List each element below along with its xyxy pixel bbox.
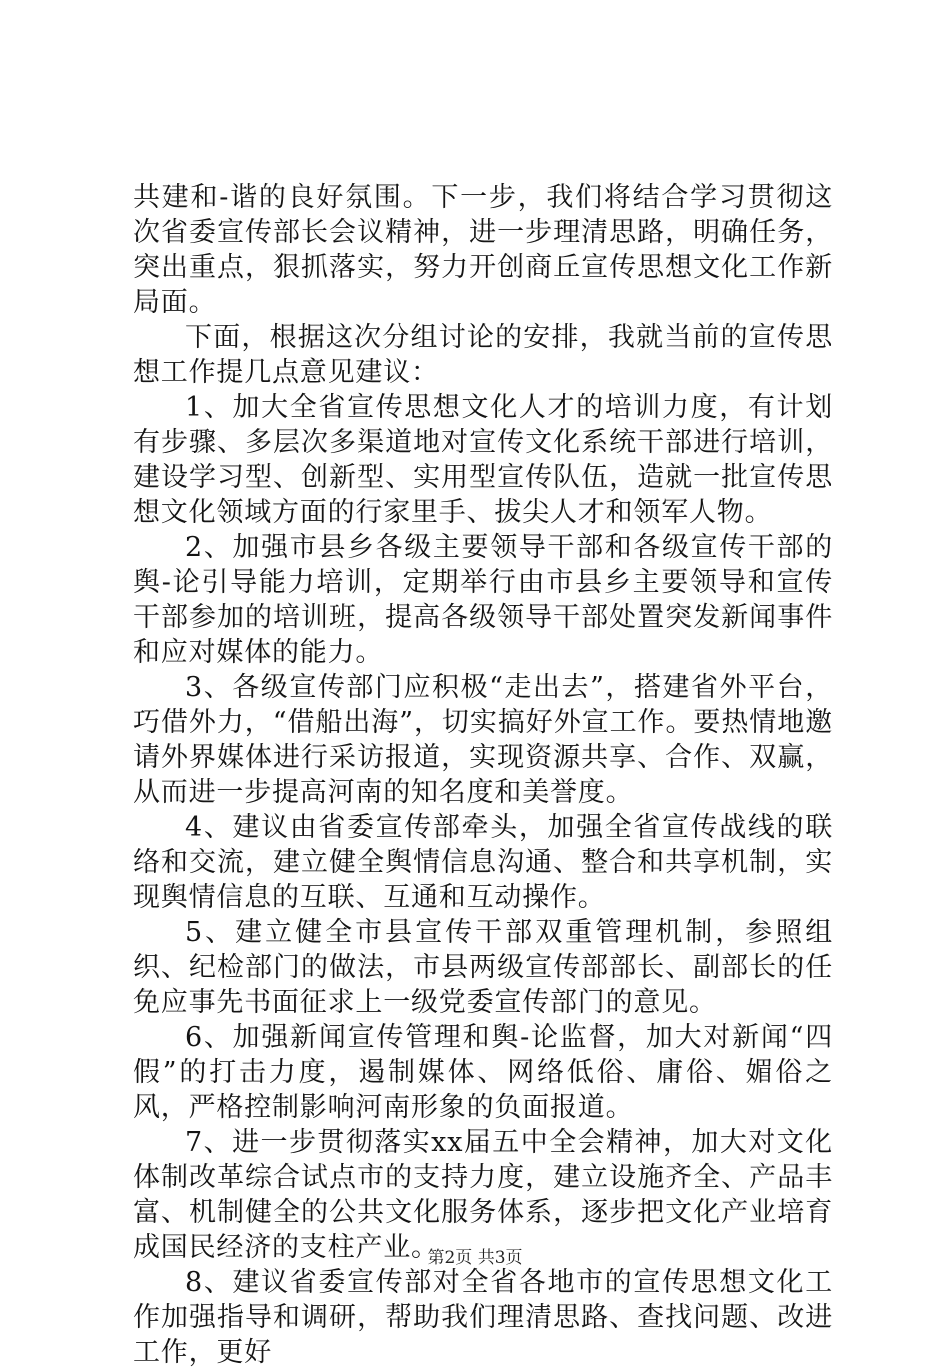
page-footer: 第2页 共3页 bbox=[427, 1248, 523, 1268]
paragraph-item-7: 7、进一步贯彻落实xx届五中全会精神，加大对文化体制改革综合试点市的支持力度，建立设施齐全、产品丰富、机制健全的公共文化服务体系，逐步把文化产业培育成国民经济的支柱产业。 bbox=[133, 1127, 833, 1263]
paragraph-intro: 下面，根据这次分组讨论的安排，我就当前的宣传思想工作提几点意见建议： bbox=[133, 322, 833, 388]
paragraph-item-4: 4、建议由省委宣传部牵头，加强全省宣传战线的联络和交流，建立健全舆情信息沟通、整合和共享机制，实现舆情信息的互联、互通和互动操作。 bbox=[133, 812, 833, 913]
document-body bbox=[133, 180, 833, 1370]
paragraph-item-2: 2、加强市县乡各级主要领导干部和各级宣传干部的舆-论引导能力培训，定期举行由市县乡主要领导和宣传干部参加的培训班，提高各级领导干部处置突发新闻事件和应对媒体的能力。 bbox=[133, 532, 833, 668]
paragraph-item-6: 6、加强新闻宣传管理和舆-论监督，加大对新闻“四假”的打击力度，遏制媒体、网络低俗、庸俗、媚俗之风，严格控制影响河南形象的负面报道。 bbox=[133, 1022, 833, 1123]
paragraph-continuation: 共建和-谐的良好氛围。下一步，我们将结合学习贯彻这次省委宣传部长会议精神，进一步理清思路，明确任务，突出重点，狠抓落实，努力开创商丘宣传思想文化工作新局面。 bbox=[133, 182, 833, 318]
paragraph-item-3: 3、各级宣传部门应积极“走出去”，搭建省外平台，巧借外力，“借船出海”，切实搞好外宣工作。要热情地邀请外界媒体进行采访报道，实现资源共享、合作、双赢，从而进一步提高河南的知名度和美誉度。 bbox=[133, 672, 833, 808]
paragraph-item-8: 8、建议省委宣传部对全省各地市的宣传思想文化工作加强指导和调研，帮助我们理清思路、查找问题、改进工作，更好 bbox=[133, 1267, 833, 1368]
paragraph-item-1: 1、加大全省宣传思想文化人才的培训力度，有计划有步骤、多层次多渠道地对宣传文化系统干部进行培训，建设学习型、创新型、实用型宣传队伍，造就一批宣传思想文化领域方面的行家里手、拔尖人才和领军人物。 bbox=[133, 392, 833, 528]
paragraph-item-5: 5、建立健全市县宣传干部双重管理机制，参照组织、纪检部门的做法，市县两级宣传部部长、副部长的任免应事先书面征求上一级党委宣传部门的意见。 bbox=[133, 917, 833, 1018]
